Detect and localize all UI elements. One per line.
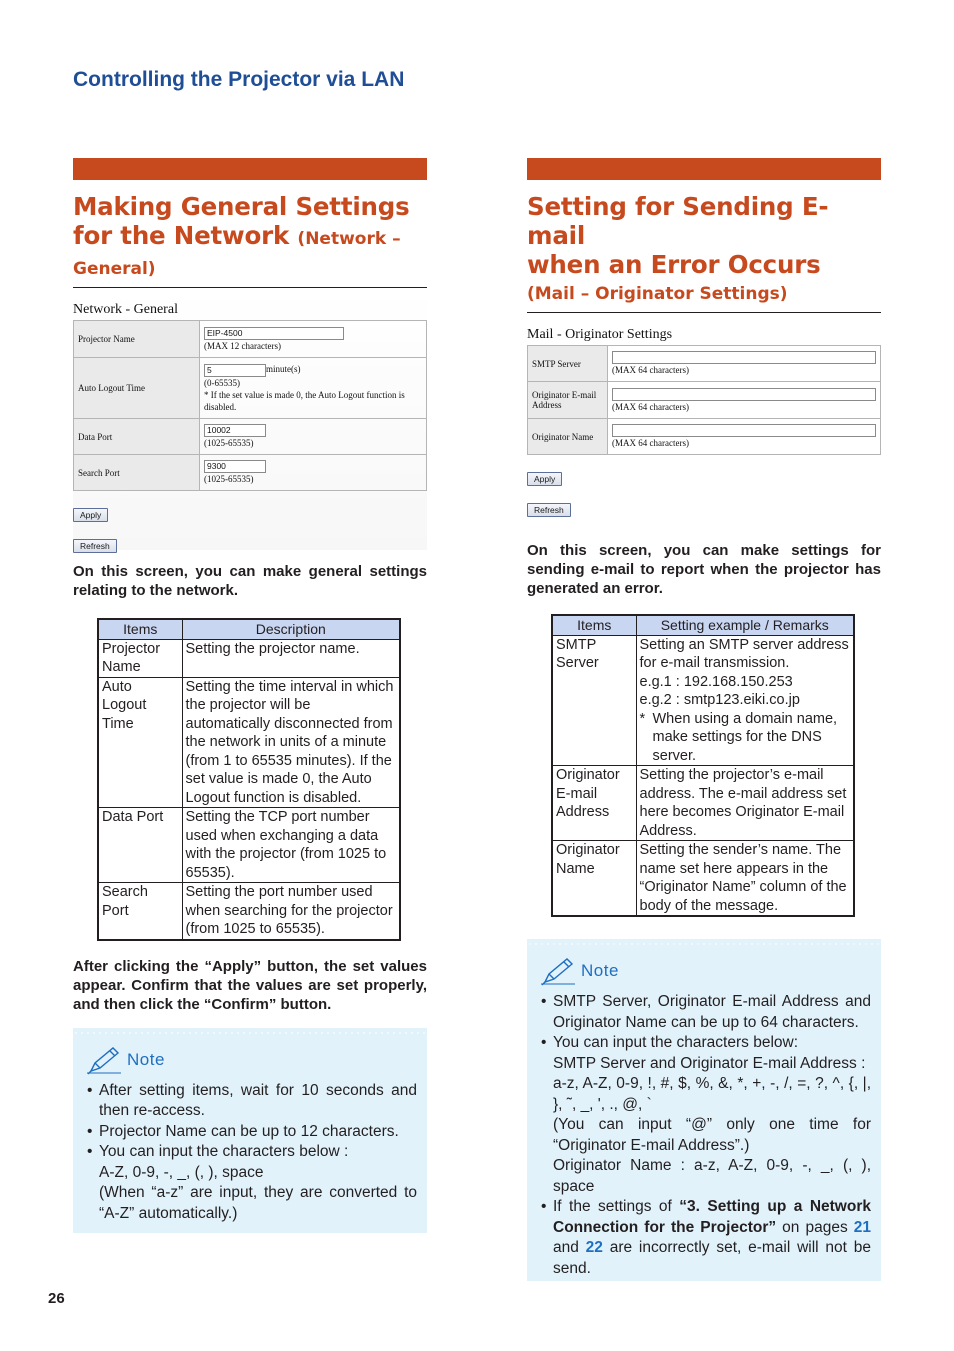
form-hint: (1025-65535)	[204, 438, 254, 448]
form-hint: (MAX 64 characters)	[612, 401, 689, 412]
form-hint: (MAX 64 characters)	[612, 438, 689, 448]
table-cell-desc: Setting the projector name.	[182, 639, 400, 677]
page-number: 26	[48, 1290, 65, 1307]
auto-logout-input[interactable]: 5	[204, 364, 266, 377]
originator-name-input[interactable]	[612, 424, 876, 437]
table-cell-desc: Setting an SMTP server address for e-mail transmission. e.g.1 : 192.168.150.253 e.g.2 : smtp123.eiki.co.jp * When using a domain name, make settings for the DNS server.	[636, 635, 854, 766]
note-item: • Projector Name can be up to 12 characters.	[87, 1122, 417, 1143]
pencil-icon	[541, 956, 577, 986]
note-header	[527, 946, 881, 986]
table-row	[98, 677, 400, 808]
form-label: Auto Logout Time	[74, 358, 200, 419]
note-item: • SMTP Server, Originator E-mail Address and Originator Name can be up to 64 characters.	[541, 992, 871, 1033]
title-line2: when an Error Occurs	[527, 250, 821, 279]
smtp-server-input[interactable]	[612, 351, 876, 364]
table-cell-item: Data Port	[98, 808, 182, 883]
section-bar	[527, 158, 881, 180]
intro-text: On this screen, you can make settings for sending e-mail to report when the projector has generated an error.	[527, 542, 881, 597]
form-label: Data Port	[74, 419, 200, 455]
form-label: Originator E-mail Address	[528, 382, 608, 419]
section-title-email	[527, 192, 881, 279]
note-list	[73, 1075, 427, 1225]
pencil-icon	[87, 1045, 123, 1075]
table-cell-item: Search Port	[98, 883, 182, 940]
screen-title: Network - General	[73, 302, 178, 317]
form-label: Originator Name	[528, 419, 608, 455]
note-header	[73, 1035, 427, 1075]
form-label: Projector Name	[74, 321, 200, 358]
table-cell-desc: Setting the projector’s e-mail address. The e-mail address set here becomes Originator E-mail Address.	[636, 766, 854, 841]
table-cell-desc: Setting the sender’s name. The name set here appears in the “Originator Name” column of the body of the message.	[636, 841, 854, 917]
title-line1: Setting for Sending E-mail	[527, 192, 829, 250]
refresh-button[interactable]: Refresh	[73, 539, 117, 553]
table-header: Items	[98, 619, 182, 639]
table-cell-desc: Setting the TCP port number used when exchanging a data with the projector (from 1025 to 65535).	[182, 808, 400, 883]
network-general-screen	[73, 288, 427, 550]
table-cell-desc: Setting the port number used when searching for the projector (from 1025 to 65535).	[182, 883, 400, 940]
originator-form	[527, 345, 881, 455]
form-hint: (0-65535)	[204, 377, 240, 388]
screen-title: Mail - Originator Settings	[527, 327, 673, 342]
table-row	[98, 808, 400, 883]
form-hint: (MAX 12 characters)	[204, 340, 281, 351]
table-cell-item: SMTP Server	[552, 635, 636, 766]
table-cell-item: Auto Logout Time	[98, 677, 182, 808]
section-bar	[73, 158, 427, 180]
form-label: SMTP Server	[528, 346, 608, 382]
page-header-title: Controlling the Projector via LAN	[73, 68, 405, 91]
note-item: • You can input the characters below : A-Z, 0-9, -, _, (, ), space (When “a-z” are input, they are converted to “A-Z” automatically.)	[87, 1142, 417, 1224]
title-line2: for the Network (Network –	[73, 221, 401, 250]
apply-button[interactable]: Apply	[73, 508, 108, 522]
items-table	[551, 614, 855, 917]
projector-name-input[interactable]: EIP-4500	[204, 327, 344, 340]
apply-button[interactable]: Apply	[527, 472, 562, 486]
table-cell-item: Originator Name	[552, 841, 636, 917]
table-cell-item: Originator E-mail Address	[552, 766, 636, 841]
table-header: Setting example / Remarks	[636, 615, 854, 635]
table-header: Items	[552, 615, 636, 635]
left-column	[73, 158, 427, 1233]
form-label: Search Port	[74, 455, 200, 491]
mail-originator-screen	[527, 313, 881, 533]
after-apply-text: After clicking the “Apply” button, the set values appear. Confirm that the values are set properly, and then click the “Confirm” button.	[73, 957, 427, 1013]
form-hint: * If the set value is made 0, the Auto Logout function is disabled.	[204, 389, 405, 412]
search-port-input[interactable]: 9300	[204, 460, 266, 473]
note-box	[527, 939, 881, 1281]
note-item: • After setting items, wait for 10 seconds and then re-access.	[87, 1081, 417, 1122]
table-row	[98, 883, 400, 940]
note-label: Note	[127, 1049, 165, 1069]
note-box	[73, 1028, 427, 1233]
right-column	[527, 158, 881, 1281]
form-suffix: minute(s)	[266, 364, 301, 375]
section-title-general	[73, 192, 427, 254]
title-sub2: General)	[73, 256, 427, 288]
table-header: Description	[182, 619, 400, 639]
table-row	[552, 635, 854, 766]
page-link-21[interactable]: 21	[853, 1218, 872, 1236]
table-row	[98, 639, 400, 677]
note-label: Note	[581, 961, 619, 980]
form-hint: (MAX 64 characters)	[612, 365, 689, 375]
originator-email-input[interactable]	[612, 388, 876, 401]
title-sub: (Mail – Originator Settings)	[527, 281, 881, 313]
page-link-22[interactable]: 22	[585, 1239, 603, 1256]
items-table	[97, 618, 401, 941]
table-row	[552, 841, 854, 917]
title-line1: Making General Settings	[73, 192, 410, 221]
intro-text: On this screen, you can make general settings relating to the network.	[73, 563, 427, 599]
note-item: • You can input the characters below: SMTP Server and Originator E-mail Address : a-z, A-Z, 0-9, !, #, $, %, &, *, +, -, /, =, ?, ^, {, |, }, ˜, _, ', ., @, ` (You can input “@” only one time for “Originator E-mail Address”.) Originator Name : a-z, A-Z, 0-9, -, _, (, ), space	[541, 1033, 871, 1197]
title-sub: (Network –	[297, 229, 401, 249]
network-settings-form	[73, 320, 427, 491]
note-list	[527, 986, 881, 1279]
table-cell-item: Projector Name	[98, 639, 182, 677]
form-hint: (1025-65535)	[204, 474, 254, 484]
note-item: • If the settings of “3. Setting up a Network Connection for the Projector” on pages 21 and 22 are incorrectly set, e-mail will not be send.	[541, 1197, 871, 1279]
table-row	[552, 766, 854, 841]
data-port-input[interactable]: 10002	[204, 424, 266, 437]
table-cell-desc: Setting the time interval in which the projector will be automatically disconnected from the network in units of a minute (from 1 to 65535 minutes). If the set value is made 0, the Auto Logout function is disabled.	[182, 677, 400, 808]
refresh-button[interactable]: Refresh	[527, 503, 571, 517]
